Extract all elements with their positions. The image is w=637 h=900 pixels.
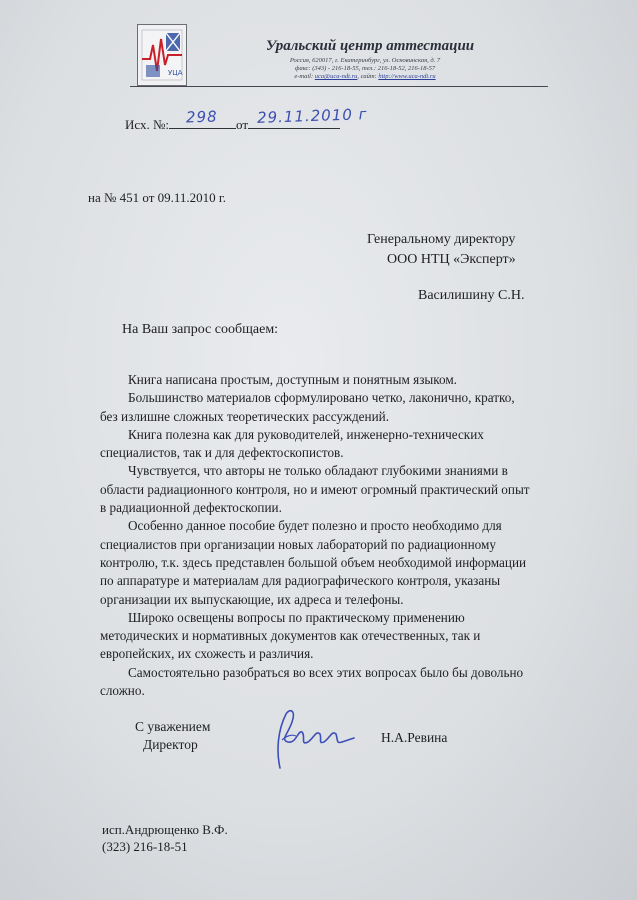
body-line: Особенно данное пособие будет полезно и просто необходимо для (128, 518, 502, 534)
organization-name: Уральский центр аттестации (265, 38, 475, 54)
organization-contacts (205, 73, 525, 80)
outgoing-label: Исх. №: (125, 117, 170, 132)
executor-block (102, 821, 228, 855)
organization-logo (137, 24, 187, 86)
organization-address: Россия, 620017, г. Екатеринбург, ул. Основинская, д. 7 (289, 57, 441, 64)
body-line: Книга полезна как для руководителей, инженерно-технических (128, 426, 484, 442)
body-line: методических и нормативных документов как отечественных, так и (100, 628, 481, 644)
closing-position: Директор (143, 737, 198, 752)
email-label: e-mail: (294, 73, 314, 80)
body-line: специалистов, так и для дефектоскопистов. (100, 445, 344, 461)
website-link[interactable]: http://www.uca-ndt.ru (378, 73, 436, 80)
addressee-position: Генеральному директору (367, 232, 516, 247)
body-line: организации их выпускающие, их адреса и телефоны. (100, 591, 404, 607)
outgoing-date-label: от (236, 117, 249, 132)
body-line: Широко освещены вопросы по практическому применению (128, 609, 465, 625)
executor-name: исп.Андрющенко В.Ф. (102, 822, 228, 837)
body-line: по аппаратуре и материалам для радиографического контроля, указаны (100, 573, 501, 589)
body-line: области радиационного контроля, но и имеют огромный практический опыт (100, 481, 530, 497)
letterhead-divider (130, 86, 548, 87)
body-line: европейских, их схожесть и различия. (100, 646, 314, 662)
body-line: Книга написана простым, доступным и понятным языком. (128, 372, 457, 387)
executor-phone: (323) 216-18-51 (102, 839, 188, 854)
body-line: Большинство материалов сформулировано четко, лаконично, кратко, (128, 390, 515, 406)
closing-block (135, 718, 210, 754)
reference-line: на № 451 от 09.11.2010 г. (88, 190, 227, 205)
letter-body (100, 371, 600, 700)
handwritten-signature (262, 700, 362, 780)
body-line: Самостоятельно разобраться во всех этих вопросах было бы довольно (128, 664, 524, 680)
addressee-name: Василишину С.Н. (418, 288, 525, 303)
email-link[interactable]: uca@uca-ndt.ru (314, 73, 358, 80)
handwritten-date: 29.11.2010 г (256, 105, 368, 127)
body-line: без излишне сложных теоретических рассуждений. (100, 408, 389, 424)
body-line: контролю, т.к. здесь представлен большой объем необходимой информации (100, 554, 527, 570)
addressee-company: ООО НТЦ «Эксперт» (387, 252, 516, 267)
handwritten-number: 298 (185, 107, 218, 127)
signer-name: Н.А.Ревина (381, 730, 448, 745)
body-line: Чувствуется, что авторы не только обладают глубокими знаниями в (128, 463, 508, 479)
body-line: сложно. (100, 683, 145, 699)
body-line: в радиационной дефектоскопии. (100, 500, 282, 516)
logo-letters: УЦА (168, 69, 183, 77)
greeting: На Ваш запрос сообщаем: (122, 322, 279, 337)
body-line: специалистов при организации новых лабораторий по радиационному (100, 536, 496, 552)
site-label: , сайт: (357, 73, 377, 80)
closing-regards: С уважением (135, 719, 211, 734)
organization-phones: факс: (343) - 216-18-55, тел.: 216-18-52, 216-18-57 (294, 65, 436, 72)
